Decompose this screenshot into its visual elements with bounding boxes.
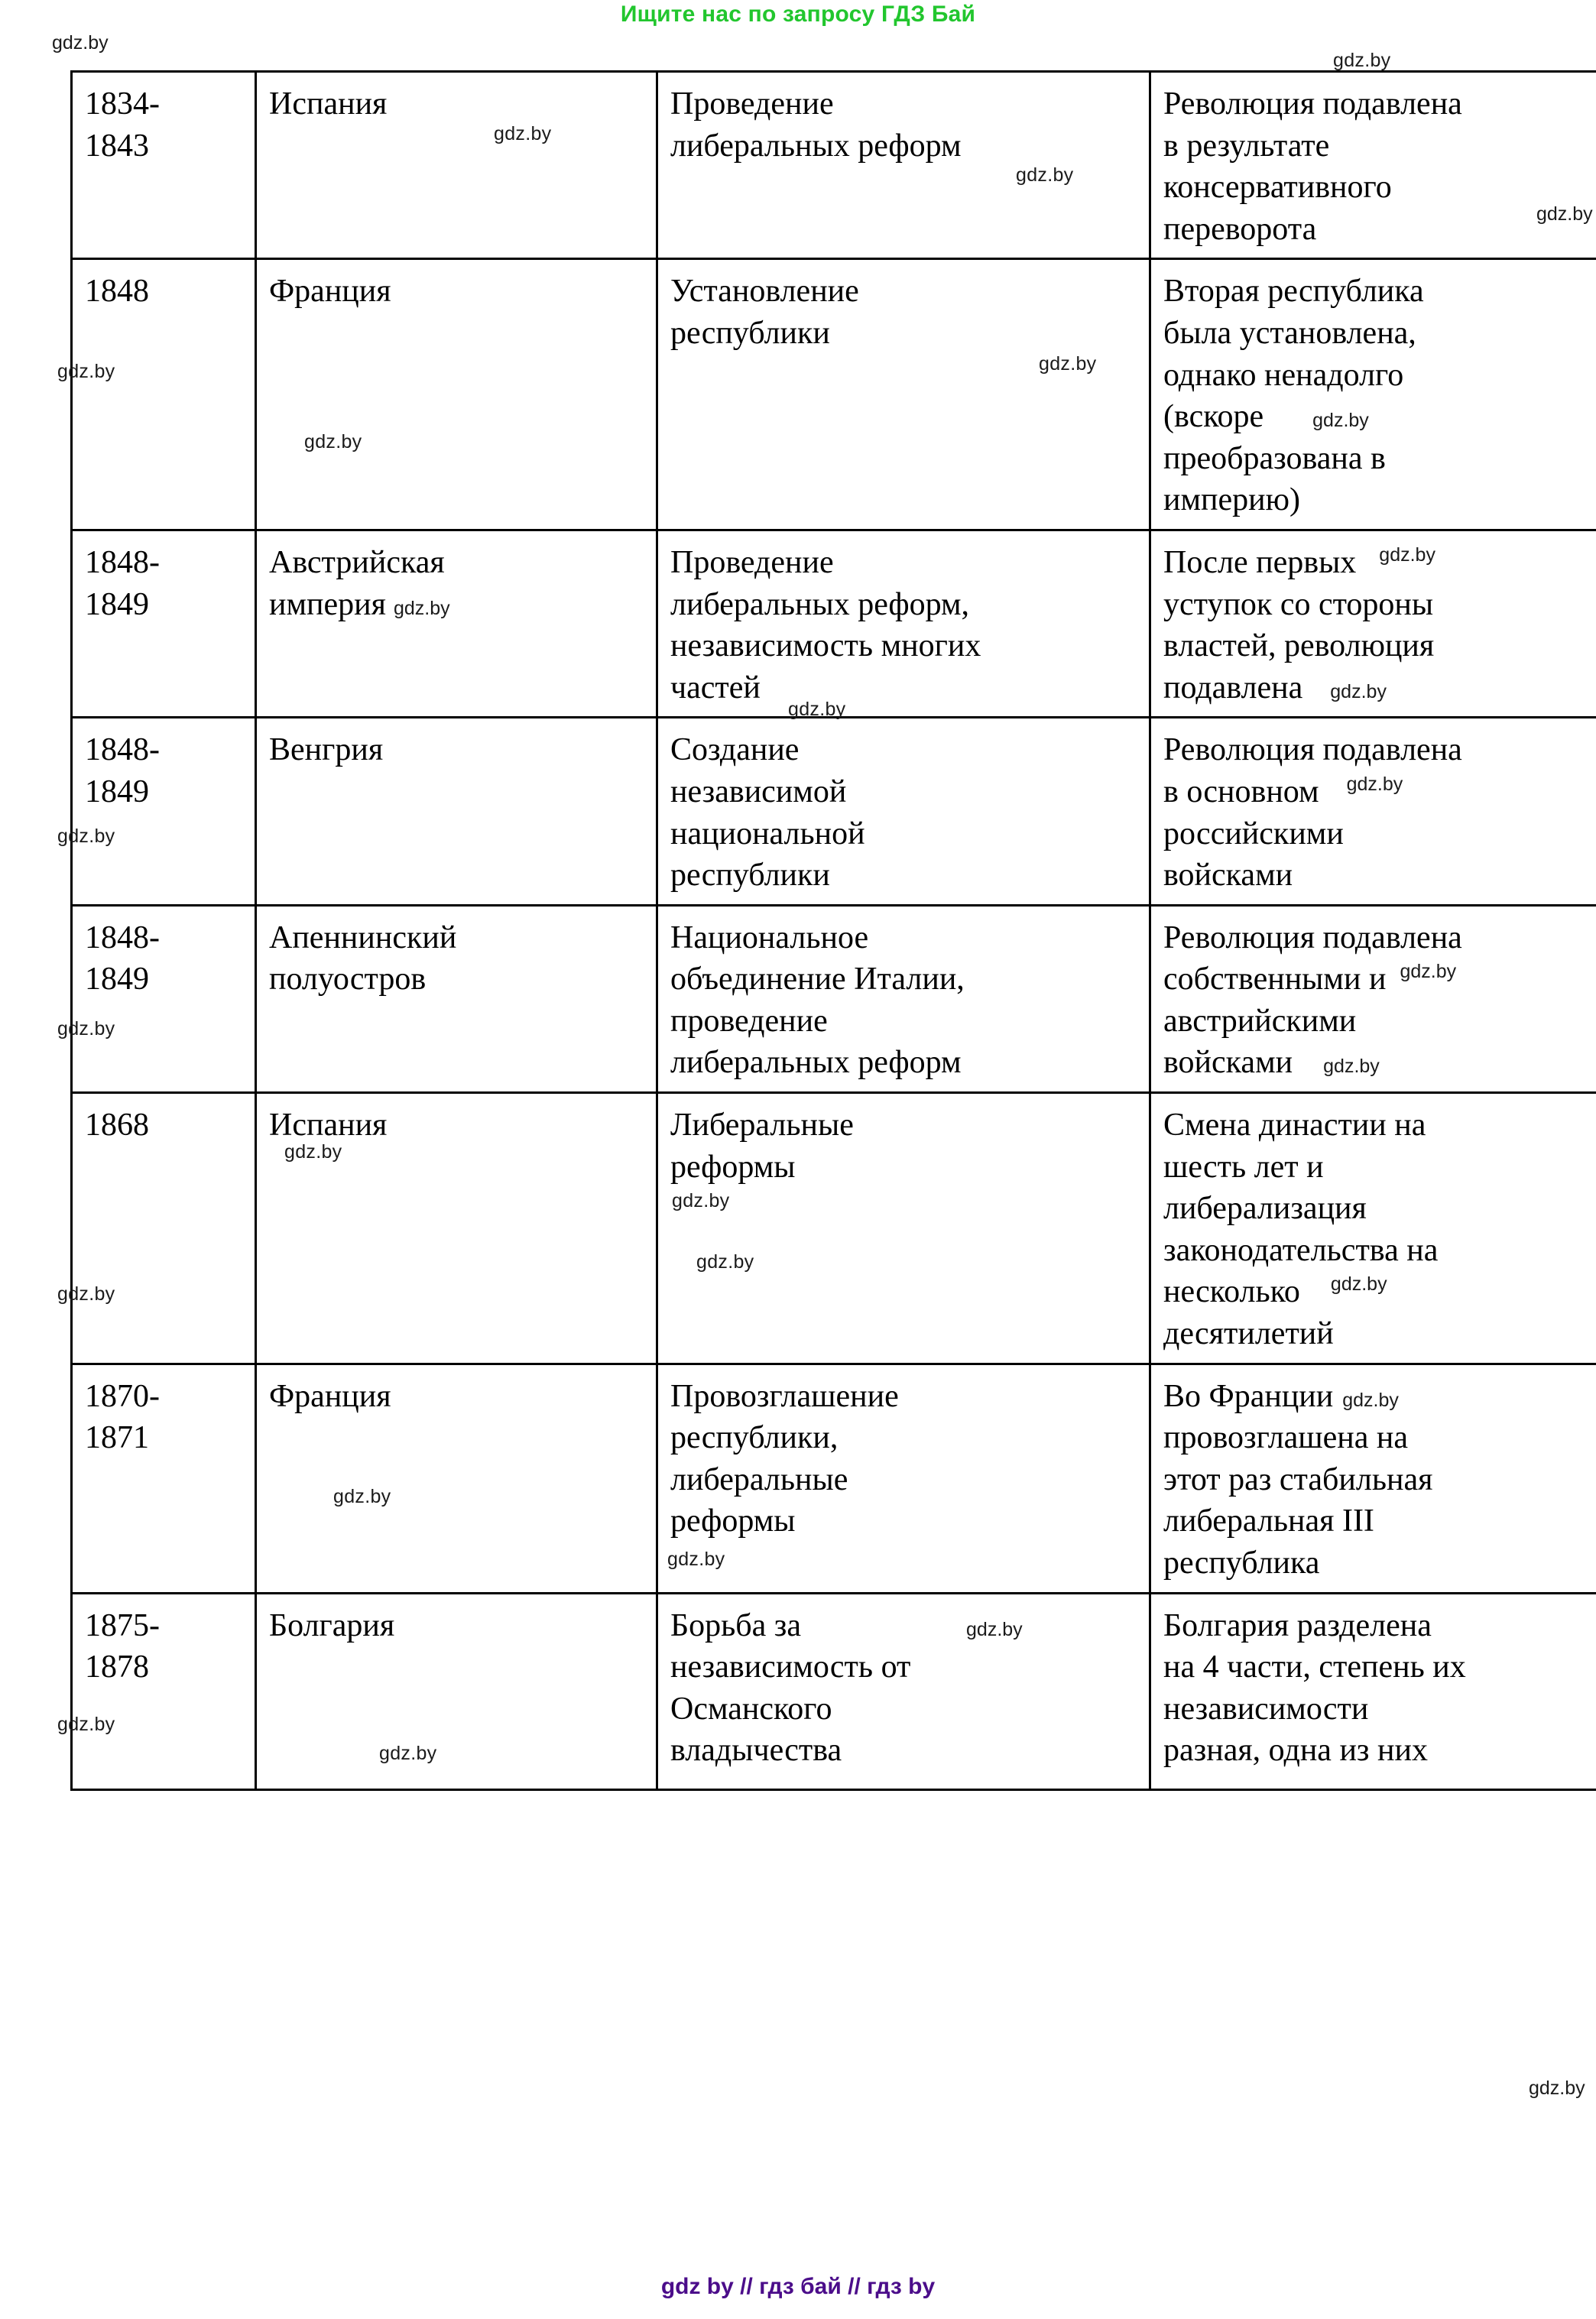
result-line-3: консервативного	[1163, 170, 1392, 206]
watermark-cell: gdz.by	[57, 825, 115, 848]
watermark-cell: gdz.by	[333, 1485, 391, 1507]
top-promo-banner: Ищите нас по запросу ГДЗ Бай	[620, 2, 976, 27]
cell-country	[256, 1593, 657, 1789]
cell-result	[1150, 905, 1596, 1092]
result-line-6: десятилетий	[1163, 1316, 1334, 1352]
result-line-5: республика	[1163, 1545, 1320, 1581]
goal-line-4: республики	[670, 858, 830, 894]
cell-goal	[657, 1593, 1150, 1789]
result-line-2: в результате	[1163, 128, 1330, 164]
cell-years	[57, 1093, 256, 1364]
result-line-1: Революция подавлена	[1163, 919, 1462, 955]
result-line-2-text: в основном	[1163, 774, 1319, 809]
cell-years	[57, 1593, 256, 1789]
cell-years	[57, 718, 256, 905]
result-line-3: властей, революция	[1163, 628, 1435, 664]
years-line-2: 1843	[85, 128, 149, 164]
goal-line-2: республики	[670, 315, 830, 351]
result-line-4	[1163, 396, 1596, 438]
result-line-4-text: (вскоре	[1163, 399, 1264, 435]
years-line-2: 1871	[85, 1420, 149, 1456]
years-line-2: 1878	[85, 1649, 149, 1685]
cell-goal	[657, 259, 1150, 530]
watermark-cell: gdz.by	[57, 1283, 115, 1305]
result-line-5-text: несколько	[1163, 1274, 1300, 1310]
watermark-cell: gdz.by	[1039, 353, 1097, 375]
years-line-1: 1870-	[85, 1378, 160, 1414]
result-line-4	[1163, 667, 1596, 709]
cell-country	[256, 718, 657, 905]
result-line-1-text: Во Франции	[1163, 1378, 1334, 1414]
cell-years	[57, 905, 256, 1092]
goal-line-1-text: Борьба за	[670, 1607, 802, 1643]
country-line-1: Апеннинский	[269, 919, 457, 955]
goal-line-2: либеральных реформ,	[670, 586, 970, 622]
cell-result	[1150, 1093, 1596, 1364]
result-line-3: российскими	[1163, 816, 1344, 851]
goal-line-1: Провозглашение	[670, 1378, 899, 1414]
table-row	[72, 718, 1596, 905]
goal-line-1: Установление	[670, 274, 859, 310]
watermark-cell: gdz.by	[57, 1017, 115, 1039]
goal-line-1	[670, 1605, 1137, 1647]
table-row	[72, 905, 1596, 1092]
result-line-4-text: войсками	[1163, 1045, 1293, 1081]
watermark-cell: gdz.by	[966, 1618, 1023, 1640]
cell-years	[72, 72, 256, 259]
watermark-cell: gdz.by	[1312, 410, 1369, 432]
result-line-3: независимости	[1163, 1691, 1369, 1727]
cell-result	[1150, 718, 1596, 905]
goal-line-1: Национальное	[670, 919, 869, 955]
result-line-2: была установлена,	[1163, 315, 1416, 351]
watermark-cell: gdz.by	[1379, 543, 1435, 566]
goal-line-2: независимость от	[670, 1649, 911, 1685]
goal-line-4: владычества	[670, 1733, 842, 1769]
result-line-3: однако ненадолго	[1163, 357, 1404, 393]
goal-line-1: Создание	[670, 732, 800, 768]
watermark-cell: gdz.by	[284, 1141, 342, 1163]
goal-line-1: Либеральные	[670, 1108, 854, 1143]
result-line-1: Революция подавлена	[1163, 86, 1462, 122]
watermark-cell: gdz.by	[1330, 1273, 1387, 1296]
result-line-2: уступок со стороны	[1163, 586, 1434, 622]
goal-line-3: либеральные	[670, 1461, 848, 1497]
result-line-4: переворота	[1163, 211, 1317, 247]
country-text: Франция	[269, 1378, 391, 1414]
goal-line-2: независимой	[670, 774, 847, 809]
country-text: Испания	[269, 86, 388, 122]
table-row	[72, 1364, 1596, 1593]
result-line-1: Смена династии на	[1163, 1108, 1426, 1143]
result-line-1: Болгария разделена	[1163, 1607, 1432, 1643]
result-line-4	[1163, 1042, 1596, 1084]
result-line-1	[1163, 542, 1596, 584]
watermark-page: gdz.by	[52, 32, 109, 54]
country-line-2-text: империя	[269, 586, 386, 622]
result-line-3: либерализация	[1163, 1191, 1367, 1227]
cell-goal	[657, 1364, 1150, 1593]
result-line-2: на 4 части, степень их	[1163, 1649, 1466, 1685]
cell-goal	[657, 530, 1150, 721]
cell-country	[256, 1093, 657, 1364]
table-row	[72, 72, 1596, 259]
country-text: Франция	[269, 274, 391, 310]
result-line-1	[1163, 1376, 1596, 1418]
years-line-1: 1834-	[85, 86, 160, 122]
cell-goal	[657, 1093, 1150, 1364]
watermark-page: gdz.by	[1529, 2077, 1585, 2099]
result-line-1: Революция подавлена	[1163, 732, 1462, 768]
goal-line-3: Османского	[670, 1691, 832, 1727]
goal-line-4: либеральных реформ	[670, 1045, 962, 1081]
result-line-3: австрийскими	[1163, 1003, 1357, 1039]
watermark-cell: gdz.by	[1400, 961, 1457, 983]
goal-line-2: либеральных реформ	[670, 128, 962, 164]
goal-line-2: объединение Италии,	[670, 962, 965, 997]
result-line-4: разная, одна из них	[1163, 1733, 1428, 1769]
cell-goal	[657, 905, 1150, 1092]
years-line-1: 1868	[85, 1108, 149, 1143]
years-line-2: 1849	[85, 586, 149, 622]
years-line-1: 1848-	[85, 919, 160, 955]
watermark-cell: gdz.by	[1342, 1389, 1399, 1411]
watermark-cell: gdz.by	[667, 1548, 725, 1570]
goal-line-2: реформы	[670, 1149, 796, 1185]
cell-country	[256, 905, 657, 1092]
table-row	[72, 1593, 1596, 1789]
cell-result	[1150, 1593, 1596, 1789]
result-line-4: войсками	[1163, 858, 1293, 894]
goal-line-4: частей	[670, 670, 761, 705]
country-line-2	[269, 584, 644, 626]
goal-line-3: национальной	[670, 816, 865, 851]
cell-country	[256, 530, 657, 717]
goal-line-3: независимость многих	[670, 628, 981, 664]
watermark-cell: gdz.by	[57, 1713, 115, 1735]
cell-goal	[657, 699, 1150, 905]
result-line-2: шесть лет и	[1163, 1149, 1324, 1185]
cell-country	[256, 1364, 657, 1593]
result-line-5	[1163, 1271, 1596, 1313]
watermark-cell: gdz.by	[1330, 680, 1387, 702]
revolutions-table	[57, 50, 1596, 1791]
result-line-6: империю)	[1163, 482, 1301, 518]
years-line-1: 1875-	[85, 1607, 160, 1643]
result-line-4: либеральная III	[1163, 1503, 1374, 1539]
watermark-cell: gdz.by	[1323, 1056, 1380, 1078]
table-row	[72, 259, 1596, 530]
cell-goal	[657, 72, 1150, 259]
watermark-cell: gdz.by	[696, 1251, 754, 1273]
years-line-2: 1849	[85, 962, 149, 997]
watermark-cell: gdz.by	[494, 123, 552, 144]
goal-line-3: проведение	[670, 1003, 828, 1039]
watermark-cell: gdz.by	[379, 1742, 437, 1764]
watermark-cell: gdz.by	[1333, 50, 1391, 71]
country-text: Венгрия	[269, 732, 384, 768]
cell-years	[72, 530, 256, 717]
years-line-1: 1848	[85, 274, 149, 310]
cell-result	[1150, 530, 1596, 717]
watermark-cell: gdz.by	[1016, 164, 1074, 186]
table-row	[72, 1093, 1596, 1364]
result-line-2	[1163, 771, 1596, 813]
bottom-promo-banner: gdz by // гдз бай // гдз by	[660, 2274, 936, 2299]
table-row	[72, 530, 1596, 717]
result-line-2-text: собственными и	[1163, 962, 1387, 997]
watermark-cell: gdz.by	[393, 597, 450, 619]
goal-line-4: реформы	[670, 1503, 796, 1539]
watermark-page: gdz.by	[1536, 203, 1593, 225]
cell-result	[1150, 259, 1596, 530]
years-line-1: 1848-	[85, 732, 160, 768]
watermark-cell: gdz.by	[788, 699, 846, 721]
goal-line-1: Проведение	[670, 544, 834, 580]
cell-country	[256, 72, 657, 259]
revolutions-table-wrapper	[57, 50, 1525, 1791]
result-line-2	[1163, 958, 1596, 1001]
watermark-cell: gdz.by	[304, 431, 362, 453]
result-line-5: преобразована в	[1163, 440, 1386, 476]
cell-years	[72, 1364, 256, 1593]
result-line-1: Вторая республика	[1163, 274, 1424, 310]
result-line-2: провозглашена на	[1163, 1420, 1409, 1456]
years-line-1: 1848-	[85, 544, 160, 580]
result-line-4-text: подавлена	[1163, 670, 1303, 705]
goal-line-2: республики,	[670, 1420, 839, 1456]
result-line-1-text: После первых	[1163, 544, 1357, 580]
country-line-1: Австрийская	[269, 544, 445, 580]
watermark-cell: gdz.by	[672, 1190, 730, 1212]
goal-line-1: Проведение	[670, 86, 834, 122]
cell-years	[57, 259, 256, 530]
country-text: Болгария	[269, 1607, 395, 1643]
cell-result	[1150, 50, 1596, 259]
years-line-2: 1849	[85, 774, 149, 809]
watermark-cell: gdz.by	[57, 361, 115, 383]
cell-country	[256, 259, 657, 530]
result-line-3: этот раз стабильная	[1163, 1461, 1433, 1497]
result-line-4: законодательства на	[1163, 1232, 1439, 1268]
cell-result	[1150, 1364, 1596, 1593]
watermark-cell: gdz.by	[1346, 773, 1403, 795]
country-text: Испания	[269, 1108, 388, 1143]
country-line-2: полуостров	[269, 962, 427, 997]
